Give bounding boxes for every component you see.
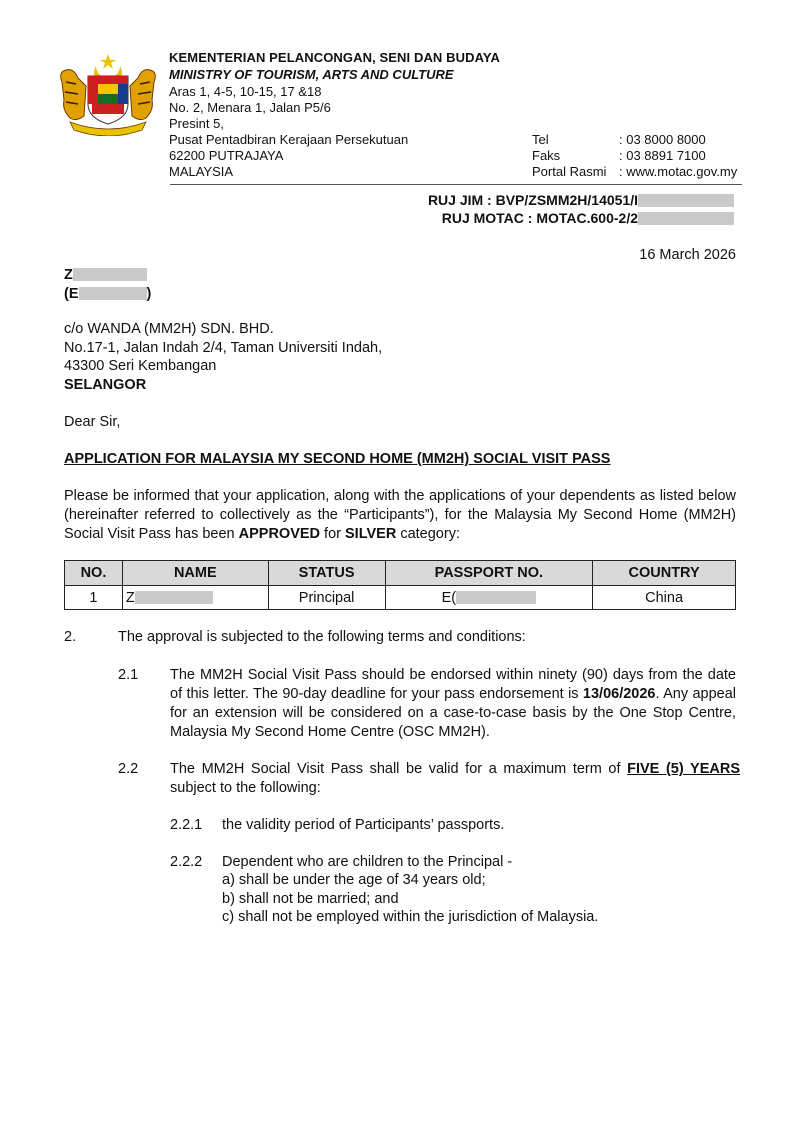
redacted-block: [638, 194, 734, 207]
cell-country: China: [593, 586, 736, 610]
header-country: COUNTRY: [593, 561, 736, 586]
contact-label-tel: Tel: [532, 132, 549, 147]
ref-motac: RUJ MOTAC : MOTAC.600-2/2: [442, 210, 734, 226]
header-name: NAME: [122, 561, 268, 586]
clause-2-1-text: The MM2H Social Visit Pass should be endorsed within ninety (90) days from the date of this letter. The 90-day deadline for your pass endorsement is 13/06/2026. Any appeal for an extension will be considered on a case-to-case basis by the One Stop Centre, Malaysia My Second Home Centre (OSC MM2H).: [170, 667, 736, 740]
contact-label-fax: Faks: [532, 148, 561, 163]
contact-label-portal: Portal Rasmi: [532, 164, 607, 179]
clause-2-1-number: 2.1: [118, 667, 139, 683]
redacted-block: [79, 287, 147, 300]
contact-value-portal: : www.motac.gov.my: [619, 164, 738, 179]
recipient-address-2: 43300 Seri Kembangan: [64, 358, 217, 374]
table-row: [65, 586, 736, 610]
recipient-state: SELANGOR: [64, 377, 147, 393]
address-line: No. 2, Menara 1, Jalan P5/6: [169, 100, 331, 115]
redacted-block: [456, 591, 536, 604]
contact-value-fax: : 03 8891 7100: [619, 148, 706, 163]
salutation: Dear Sir,: [64, 414, 121, 430]
header-status: STATUS: [268, 561, 385, 586]
recipient-address-1: No.17-1, Jalan Indah 2/4, Taman Universiti Indah,: [64, 340, 383, 356]
address-line: Pusat Pentadbiran Kerajaan Persekutuan: [169, 132, 409, 147]
letterhead-divider: [170, 184, 742, 185]
cell-no: 1: [65, 586, 123, 610]
contact-value-tel: : 03 8000 8000: [619, 132, 706, 147]
clause-2-2-text: The MM2H Social Visit Pass shall be valid for a maximum term of FIVE (5) YEARS: [170, 761, 740, 777]
subject-heading: APPLICATION FOR MALAYSIA MY SECOND HOME (MM2H) SOCIAL VISIT PASS: [64, 451, 611, 467]
address-line: MALAYSIA: [169, 164, 234, 179]
ministry-name-english: MINISTRY OF TOURISM, ARTS AND CULTURE: [169, 67, 454, 82]
clause-2-2-2-text: Dependent who are children to the Principal -: [222, 854, 513, 870]
cell-name: Z: [122, 586, 268, 610]
clause-2-2-1-text: the validity period of Participants’ passports.: [222, 817, 505, 833]
coat-of-arms-icon: [56, 52, 160, 136]
clause-2-2-2-b: b) shall not be married; and: [222, 891, 399, 907]
recipient-name: Z: [64, 266, 147, 285]
clause-2-2-2-c: c) shall not be employed within the jurisdiction of Malaysia.: [222, 909, 599, 925]
cell-passport: E(: [385, 586, 593, 610]
clause-2-number: 2.: [64, 629, 77, 645]
address-line: 62200 PUTRAJAYA: [169, 148, 284, 163]
intro-paragraph: Please be informed that your application, along with the applications of your dependents as listed below (hereinafter referred to collectively as the “Participants”), for the Malaysia My Second Home (MM2H) Social Visit Pass has been APPROVED for SILVER category:: [64, 488, 736, 542]
recipient-care-of: c/o WANDA (MM2H) SDN. BHD.: [64, 321, 274, 337]
clause-2-2-1-number: 2.2.1: [170, 817, 203, 833]
clause-2-2-text-continued: subject to the following:: [170, 780, 321, 796]
clause-2-2-2-a: a) shall be under the age of 34 years old;: [222, 872, 486, 888]
cell-status: Principal: [268, 586, 385, 610]
letter-date: 16 March 2026: [639, 247, 736, 263]
clause-2-2-2-number: 2.2.2: [170, 854, 203, 870]
redacted-block: [73, 268, 147, 281]
header-passport: PASSPORT NO.: [385, 561, 593, 586]
ref-jim: RUJ JIM : BVP/ZSMM2H/14051/I: [428, 192, 734, 208]
address-line: Aras 1, 4-5, 10-15, 17 &18: [169, 84, 322, 99]
redacted-block: [135, 591, 213, 604]
address-line: Presint 5,: [169, 116, 224, 131]
table-header-row: [65, 561, 736, 586]
clause-2-2-number: 2.2: [118, 761, 139, 777]
header-no: NO.: [65, 561, 123, 586]
clause-2-text: The approval is subjected to the following terms and conditions:: [118, 629, 526, 645]
recipient-id: (E ): [64, 286, 152, 302]
participants-table: [64, 560, 736, 610]
ministry-name-malay: KEMENTERIAN PELANCONGAN, SENI DAN BUDAYA: [169, 50, 500, 65]
redacted-block: [638, 212, 734, 225]
